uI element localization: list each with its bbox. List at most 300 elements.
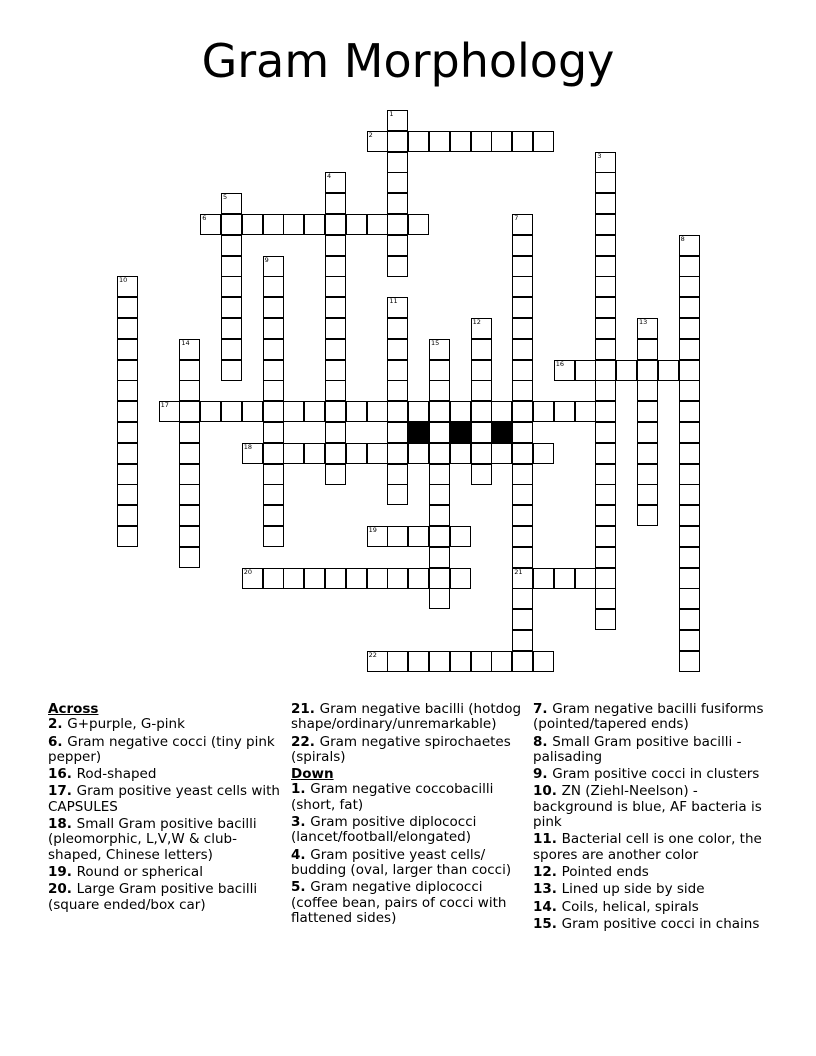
- down-clue-list-continued: [533, 702, 773, 932]
- grid-cell[interactable]: [263, 256, 284, 277]
- clue-number: 19: [48, 863, 67, 880]
- clue-number: 14: [181, 338, 190, 347]
- grid-cell[interactable]: [263, 484, 284, 505]
- grid-cell[interactable]: [512, 464, 533, 485]
- clue-number: 13: [533, 881, 552, 898]
- grid-cell[interactable]: [325, 380, 346, 401]
- grid-cell[interactable]: [575, 568, 596, 589]
- grid-cell[interactable]: [637, 360, 658, 381]
- grid-cell[interactable]: [595, 235, 616, 256]
- grid-cell[interactable]: [429, 422, 450, 443]
- grid-cell[interactable]: [387, 422, 408, 443]
- grid-cell[interactable]: [179, 401, 200, 422]
- grid-cell[interactable]: [471, 401, 492, 422]
- clue-number: 15: [533, 915, 552, 932]
- down-clue: 4. Gram positive yeast cells/ budding (oval, larger than cocci): [291, 846, 512, 878]
- grid-cell[interactable]: [221, 360, 242, 381]
- grid-cell[interactable]: [325, 339, 346, 360]
- grid-cell[interactable]: [283, 214, 304, 235]
- grid-cell[interactable]: [429, 339, 450, 360]
- grid-cell[interactable]: [491, 651, 512, 672]
- grid-cell[interactable]: [263, 380, 284, 401]
- grid-cell[interactable]: [387, 152, 408, 173]
- grid-cell[interactable]: [117, 505, 138, 526]
- grid-cell[interactable]: [595, 172, 616, 193]
- grid-cell[interactable]: [117, 339, 138, 360]
- grid-cell[interactable]: [637, 339, 658, 360]
- grid-cell[interactable]: [408, 131, 429, 152]
- grid-cell[interactable]: [450, 651, 471, 672]
- grid-cell[interactable]: [221, 256, 242, 277]
- grid-cell[interactable]: [595, 484, 616, 505]
- grid-cell[interactable]: [325, 193, 346, 214]
- grid-cell[interactable]: [512, 360, 533, 381]
- grid-cell[interactable]: [408, 401, 429, 422]
- clue-text: Gram positive yeast cells/ budding (oval, larger than cocci): [291, 846, 512, 878]
- grid-cell[interactable]: [595, 318, 616, 339]
- grid-cell[interactable]: [471, 339, 492, 360]
- grid-cell[interactable]: [679, 318, 700, 339]
- grid-cell[interactable]: [616, 360, 637, 381]
- grid-cell[interactable]: [263, 505, 284, 526]
- grid-cell[interactable]: [263, 526, 284, 547]
- grid-cell[interactable]: [387, 401, 408, 422]
- grid-cell[interactable]: [367, 526, 388, 547]
- grid-cell[interactable]: [325, 256, 346, 277]
- grid-cell[interactable]: [387, 235, 408, 256]
- down-clue: 15. Gram positive cocci in chains: [533, 915, 760, 932]
- clue-text: Gram negative bacilli fusiforms (pointed/tapered ends): [533, 701, 764, 733]
- grid-cell[interactable]: [595, 443, 616, 464]
- grid-cell[interactable]: [387, 297, 408, 318]
- clue-number: 2: [48, 716, 58, 733]
- grid-cell[interactable]: [159, 401, 180, 422]
- grid-cell[interactable]: [595, 276, 616, 297]
- down-clue: 5. Gram negative diplococci (coffee bean, pairs of cocci with flattened sides): [291, 879, 507, 926]
- grid-cell[interactable]: [679, 401, 700, 422]
- grid-cell[interactable]: [387, 380, 408, 401]
- grid-cell[interactable]: [408, 214, 429, 235]
- grid-cell[interactable]: [512, 256, 533, 277]
- grid-cell[interactable]: [512, 422, 533, 443]
- grid-cell[interactable]: [325, 214, 346, 235]
- grid-cell[interactable]: [512, 401, 533, 422]
- grid-cell[interactable]: [679, 422, 700, 443]
- grid-cell[interactable]: [512, 380, 533, 401]
- grid-cell[interactable]: [263, 339, 284, 360]
- grid-cell[interactable]: [679, 339, 700, 360]
- grid-cell[interactable]: [179, 360, 200, 381]
- grid-cell[interactable]: [512, 588, 533, 609]
- grid-cell[interactable]: [637, 484, 658, 505]
- grid-cell[interactable]: [117, 276, 138, 297]
- grid-cell[interactable]: [450, 401, 471, 422]
- grid-cell[interactable]: [679, 235, 700, 256]
- grid-cell[interactable]: [408, 651, 429, 672]
- grid-cell[interactable]: [387, 526, 408, 547]
- clue-number: 18: [243, 442, 253, 451]
- grid-cell[interactable]: [512, 214, 533, 235]
- grid-cell[interactable]: [263, 360, 284, 381]
- grid-cell[interactable]: [429, 360, 450, 381]
- grid-cell[interactable]: [200, 401, 221, 422]
- grid-cell[interactable]: [242, 401, 263, 422]
- clue-number: 8: [680, 234, 685, 243]
- grid-cell[interactable]: [512, 568, 533, 589]
- grid-cell[interactable]: [637, 443, 658, 464]
- grid-cell[interactable]: [533, 401, 554, 422]
- grid-cell[interactable]: [221, 318, 242, 339]
- grid-cell[interactable]: [242, 443, 263, 464]
- grid-cell[interactable]: [450, 443, 471, 464]
- grid-cell[interactable]: [679, 588, 700, 609]
- grid-cell[interactable]: [575, 401, 596, 422]
- grid-cell[interactable]: [491, 443, 512, 464]
- grid-cell[interactable]: [367, 131, 388, 152]
- grid-cell[interactable]: [346, 443, 367, 464]
- grid-cell[interactable]: [595, 505, 616, 526]
- grid-cell[interactable]: [471, 360, 492, 381]
- clue-number: 3: [291, 814, 301, 831]
- grid-cell[interactable]: [304, 214, 325, 235]
- clue-number: 21: [291, 701, 310, 717]
- grid-cell[interactable]: [387, 172, 408, 193]
- grid-cell[interactable]: [325, 235, 346, 256]
- grid-cell[interactable]: [325, 464, 346, 485]
- grid-cell[interactable]: [429, 401, 450, 422]
- grid-cell[interactable]: [512, 651, 533, 672]
- clue-number: 11: [533, 831, 552, 848]
- grid-cell[interactable]: [283, 443, 304, 464]
- grid-cell[interactable]: [304, 443, 325, 464]
- grid-cell[interactable]: [325, 443, 346, 464]
- grid-cell[interactable]: [117, 484, 138, 505]
- grid-cell[interactable]: [263, 464, 284, 485]
- grid-cell[interactable]: [679, 484, 700, 505]
- grid-cell[interactable]: [679, 547, 700, 568]
- clue-number: 10: [119, 276, 128, 285]
- grid-cell[interactable]: [263, 422, 284, 443]
- grid-cell[interactable]: [200, 214, 221, 235]
- grid-cell[interactable]: [179, 484, 200, 505]
- grid-cell[interactable]: [679, 464, 700, 485]
- grid-cell[interactable]: [512, 339, 533, 360]
- grid-cell[interactable]: [637, 401, 658, 422]
- grid-cell[interactable]: [429, 588, 450, 609]
- grid-cell[interactable]: [637, 318, 658, 339]
- grid-cell[interactable]: [283, 401, 304, 422]
- grid-cell[interactable]: [450, 568, 471, 589]
- grid-cell[interactable]: [367, 214, 388, 235]
- down-clue: 10. ZN (Ziehl-Neelson) - background is blue, AF bacteria is pink: [533, 783, 762, 831]
- grid-cell[interactable]: [512, 609, 533, 630]
- grid-cell[interactable]: [679, 630, 700, 651]
- grid-cell[interactable]: [595, 526, 616, 547]
- grid-cell[interactable]: [221, 297, 242, 318]
- grid-cell[interactable]: [179, 547, 200, 568]
- grid-cell[interactable]: [679, 651, 700, 672]
- grid-cell[interactable]: [387, 339, 408, 360]
- clue-text: Round or spherical: [76, 863, 203, 880]
- grid-cell[interactable]: [221, 193, 242, 214]
- grid-cell[interactable]: [679, 256, 700, 277]
- grid-cell[interactable]: [471, 443, 492, 464]
- grid-cell[interactable]: [595, 609, 616, 630]
- grid-cell[interactable]: [179, 443, 200, 464]
- grid-cell[interactable]: [533, 568, 554, 589]
- grid-cell[interactable]: [637, 505, 658, 526]
- grid-cell[interactable]: [637, 464, 658, 485]
- clue-text: Pointed ends: [561, 863, 649, 880]
- grid-cell[interactable]: [512, 547, 533, 568]
- grid-cell[interactable]: [117, 318, 138, 339]
- grid-cell[interactable]: [512, 131, 533, 152]
- grid-cell[interactable]: [595, 588, 616, 609]
- clue-text: ZN (Ziehl-Neelson) - background is blue, AF bacteria is pink: [533, 783, 762, 831]
- grid-cell[interactable]: [117, 380, 138, 401]
- grid-cell[interactable]: [429, 464, 450, 485]
- clue-number: 10: [533, 783, 552, 800]
- down-header: Down: [291, 766, 334, 783]
- grid-cell[interactable]: [554, 360, 575, 381]
- down-clue: 14. Coils, helical, spirals: [533, 898, 699, 915]
- grid-cell[interactable]: [429, 568, 450, 589]
- clue-text: Large Gram positive bacilli (square ended/box car): [48, 881, 258, 913]
- grid-cell[interactable]: [471, 651, 492, 672]
- grid-cell[interactable]: [429, 526, 450, 547]
- grid-cell[interactable]: [221, 214, 242, 235]
- across-clue-list-continued: [291, 702, 523, 765]
- clue-text: Gram positive cocci in clusters: [552, 766, 760, 783]
- grid-cell[interactable]: [637, 422, 658, 443]
- grid-cell[interactable]: [387, 464, 408, 485]
- grid-cell[interactable]: [595, 401, 616, 422]
- grid-cell[interactable]: [117, 464, 138, 485]
- grid-cell[interactable]: [512, 484, 533, 505]
- grid-cell[interactable]: [117, 360, 138, 381]
- grid-cell[interactable]: [658, 360, 679, 381]
- grid-cell[interactable]: [117, 401, 138, 422]
- grid-cell[interactable]: [512, 443, 533, 464]
- grid-cell[interactable]: [512, 630, 533, 651]
- grid-cell[interactable]: [595, 547, 616, 568]
- grid-cell[interactable]: [679, 276, 700, 297]
- grid-cell[interactable]: [679, 526, 700, 547]
- grid-cell[interactable]: [595, 339, 616, 360]
- grid-cell[interactable]: [263, 276, 284, 297]
- grid-cell[interactable]: [387, 360, 408, 381]
- grid-cell[interactable]: [512, 235, 533, 256]
- down-clue-list: [291, 782, 523, 926]
- clue-number: 12: [533, 863, 552, 880]
- grid-cell[interactable]: [533, 443, 554, 464]
- grid-cell[interactable]: [325, 276, 346, 297]
- grid-cell[interactable]: [346, 401, 367, 422]
- down-clue: 9. Gram positive cocci in clusters: [533, 766, 760, 783]
- grid-cell[interactable]: [429, 484, 450, 505]
- grid-cell[interactable]: [179, 339, 200, 360]
- grid-cell[interactable]: [304, 401, 325, 422]
- grid-cell[interactable]: [387, 131, 408, 152]
- grid-cell[interactable]: [512, 276, 533, 297]
- grid-cell[interactable]: [679, 380, 700, 401]
- grid-cell[interactable]: [387, 110, 408, 131]
- clue-text: Small Gram positive bacilli - palisading: [533, 733, 742, 765]
- clue-number: 17: [48, 783, 67, 800]
- grid-cell[interactable]: [512, 505, 533, 526]
- grid-cell[interactable]: [679, 297, 700, 318]
- clues-column-3: [533, 702, 773, 934]
- grid-cell[interactable]: [263, 443, 284, 464]
- grid-cell[interactable]: [595, 568, 616, 589]
- grid-cell[interactable]: [283, 568, 304, 589]
- grid-cell[interactable]: [595, 422, 616, 443]
- grid-cell[interactable]: [408, 443, 429, 464]
- clue-number: 2: [368, 130, 373, 139]
- grid-cell[interactable]: [637, 380, 658, 401]
- grid-cell[interactable]: [263, 568, 284, 589]
- grid-cell[interactable]: [387, 484, 408, 505]
- grid-cell[interactable]: [242, 214, 263, 235]
- grid-cell[interactable]: [325, 297, 346, 318]
- grid-cell[interactable]: [367, 443, 388, 464]
- grid-cell[interactable]: [117, 297, 138, 318]
- grid-cell[interactable]: [471, 380, 492, 401]
- grid-cell[interactable]: [471, 131, 492, 152]
- grid-cell[interactable]: [221, 235, 242, 256]
- grid-cell[interactable]: [595, 360, 616, 381]
- grid-cell[interactable]: [325, 172, 346, 193]
- grid-cell[interactable]: [408, 568, 429, 589]
- grid-cell[interactable]: [408, 526, 429, 547]
- clue-text: Coils, helical, spirals: [561, 898, 699, 915]
- clue-number: 1: [389, 110, 394, 118]
- grid-cell[interactable]: [595, 380, 616, 401]
- grid-cell[interactable]: [512, 297, 533, 318]
- grid-cell[interactable]: [429, 547, 450, 568]
- grid-cell[interactable]: [512, 318, 533, 339]
- grid-cell[interactable]: [221, 276, 242, 297]
- grid-cell[interactable]: [450, 526, 471, 547]
- grid-cell[interactable]: [387, 651, 408, 672]
- grid-cell[interactable]: [325, 401, 346, 422]
- grid-cell[interactable]: [387, 214, 408, 235]
- grid-cell[interactable]: [429, 380, 450, 401]
- grid-cell[interactable]: [304, 568, 325, 589]
- grid-cell[interactable]: [429, 505, 450, 526]
- grid-cell[interactable]: [679, 609, 700, 630]
- down-clue: 7. Gram negative bacilli fusiforms (pointed/tapered ends): [533, 701, 764, 733]
- grid-cell[interactable]: [595, 297, 616, 318]
- clue-number: 18: [48, 816, 67, 833]
- grid-cell[interactable]: [679, 360, 700, 381]
- clue-number: 8: [533, 733, 543, 750]
- grid-cell[interactable]: [575, 360, 596, 381]
- clue-number: 5: [291, 879, 301, 896]
- grid-cell[interactable]: [179, 464, 200, 485]
- grid-cell[interactable]: [595, 193, 616, 214]
- grid-cell[interactable]: [471, 464, 492, 485]
- grid-cell[interactable]: [533, 131, 554, 152]
- grid-cell[interactable]: [387, 443, 408, 464]
- grid-cell[interactable]: [367, 651, 388, 672]
- clue-number: 12: [472, 318, 481, 326]
- grid-cell[interactable]: [221, 401, 242, 422]
- grid-cell[interactable]: [117, 422, 138, 443]
- page-title: Gram Morphology: [201, 34, 615, 88]
- across-clue: 22. Gram negative spirochaetes (spirals): [291, 733, 511, 765]
- grid-cell[interactable]: [117, 526, 138, 547]
- grid-cell[interactable]: [679, 443, 700, 464]
- grid-cell[interactable]: [679, 568, 700, 589]
- grid-cell[interactable]: [367, 568, 388, 589]
- clue-number: 3: [597, 151, 602, 160]
- grid-cell[interactable]: [595, 214, 616, 235]
- grid-cell[interactable]: [346, 568, 367, 589]
- grid-cell[interactable]: [263, 214, 284, 235]
- grid-cell[interactable]: [471, 318, 492, 339]
- grid-cell[interactable]: [346, 214, 367, 235]
- grid-cell[interactable]: [325, 360, 346, 381]
- grid-cell[interactable]: [221, 339, 242, 360]
- grid-cell[interactable]: [325, 318, 346, 339]
- grid-cell[interactable]: [387, 568, 408, 589]
- clues-column-1: [48, 702, 280, 915]
- grid-cell[interactable]: [325, 422, 346, 443]
- grid-cell[interactable]: [387, 318, 408, 339]
- grid-cell[interactable]: [450, 131, 471, 152]
- grid-cell[interactable]: [429, 131, 450, 152]
- grid-cell[interactable]: [554, 401, 575, 422]
- clue-number: 4: [291, 846, 301, 863]
- grid-cell[interactable]: [554, 568, 575, 589]
- grid-cell[interactable]: [471, 422, 492, 443]
- grid-cell[interactable]: [491, 131, 512, 152]
- grid-cell[interactable]: [679, 505, 700, 526]
- grid-cell[interactable]: [263, 297, 284, 318]
- grid-cell[interactable]: [429, 443, 450, 464]
- grid-cell[interactable]: [179, 526, 200, 547]
- grid-cell[interactable]: [512, 526, 533, 547]
- grid-cell[interactable]: [387, 193, 408, 214]
- across-clue: 20. Large Gram positive bacilli (square ended/box car): [48, 881, 258, 913]
- grid-cell[interactable]: [533, 651, 554, 672]
- grid-cell[interactable]: [595, 256, 616, 277]
- clue-number: 4: [327, 172, 332, 181]
- grid-cell[interactable]: [263, 318, 284, 339]
- grid-cell[interactable]: [387, 256, 408, 277]
- grid-cell[interactable]: [242, 568, 263, 589]
- clue-number: 20: [48, 881, 67, 898]
- grid-cell[interactable]: [595, 152, 616, 173]
- black-square: [450, 422, 471, 443]
- grid-cell[interactable]: [429, 651, 450, 672]
- grid-cell[interactable]: [179, 380, 200, 401]
- grid-cell[interactable]: [491, 401, 512, 422]
- grid-cell[interactable]: [263, 401, 284, 422]
- clue-number: 9: [264, 255, 269, 264]
- grid-cell[interactable]: [325, 568, 346, 589]
- grid-cell[interactable]: [367, 401, 388, 422]
- across-clue: 2. G+purple, G-pink: [48, 716, 185, 733]
- down-clue: 11. Bacterial cell is one color, the spores are another color: [533, 831, 762, 863]
- clue-text: Bacterial cell is one color, the spores are another color: [533, 831, 762, 863]
- grid-cell[interactable]: [595, 464, 616, 485]
- grid-cell[interactable]: [179, 422, 200, 443]
- grid-cell[interactable]: [117, 443, 138, 464]
- grid-cell[interactable]: [179, 505, 200, 526]
- down-clue: 8. Small Gram positive bacilli - palisading: [533, 733, 742, 765]
